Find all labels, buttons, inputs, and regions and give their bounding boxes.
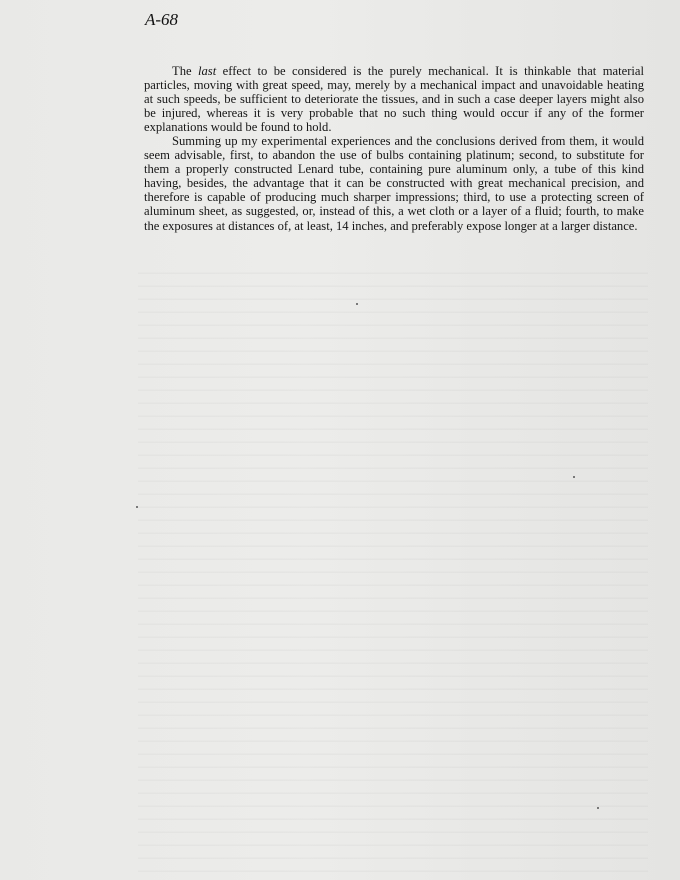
- paper-speck: [356, 303, 358, 305]
- show-through-text: [138, 272, 648, 872]
- page-number: A-68: [145, 10, 179, 29]
- paper-speck: [136, 506, 138, 508]
- paper-speck: [573, 476, 575, 478]
- body-text: [144, 64, 644, 233]
- paragraph-1-lead: The: [172, 64, 199, 78]
- paragraph-mechanical-effect: [144, 64, 644, 134]
- paragraph-1-emphasis: last: [198, 64, 217, 78]
- paragraph-1-rest: effect to be considered is the purely mechanical. It is thinkable that material particles, moving with great speed, may, merely by a mechanical impact and unavoidable heating at such speeds, be sufficient to deteriorate the tissues, and in such a case deeper layers might also be injured, whereas it is very probable that no such thing would occur if any of the former explanations would be found to hold.: [144, 64, 644, 135]
- paragraph-summary: Summing up my experimental experiences and the conclusions derived from them, it would seem advisable, first, to abandon the use of bulbs containing platinum; second, to substitute for them a properly constructed Lenard tube, containing pure aluminum only, a tube of this kind having, besides, the advantage that it can be constructed with great mechanical precision, and therefore is capable of producing much sharper impressions; third, to use a protecting screen of aluminum sheet, as suggested, or, instead of this, a wet cloth or a layer of a fluid; fourth, to make the exposures at distances of, at least, 14 inches, and preferably expose longer at a larger distance.: [144, 134, 644, 233]
- paper-speck: [597, 807, 599, 809]
